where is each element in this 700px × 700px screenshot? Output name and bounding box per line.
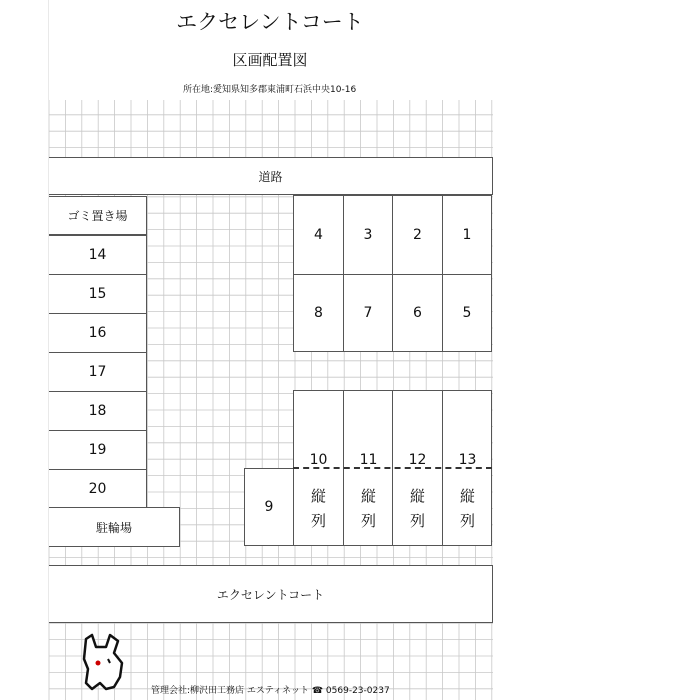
lot-number: 14 [88, 247, 107, 263]
lot-number: 9 [264, 499, 274, 515]
parking-lot-1 [442, 195, 492, 275]
lot-number: 8 [314, 305, 323, 321]
lot-number-12: 12 [408, 452, 427, 468]
parking-lot-7 [343, 274, 393, 352]
building-label: エクセレントコート [216, 587, 325, 602]
tandem-note: 縦 列 [459, 487, 475, 530]
parking-lot-2 [392, 195, 443, 275]
tandem-note: 縦 列 [360, 487, 376, 530]
tandem-note: 縦 列 [310, 487, 326, 530]
lot-number: 15 [88, 286, 107, 302]
parking-lot-8 [293, 274, 344, 352]
page-subtitle: 区画配置図 [232, 51, 308, 69]
lot-number: 2 [413, 227, 422, 243]
lot-number: 7 [363, 305, 373, 321]
page-title: エクセレントコート [176, 10, 364, 34]
lot-number-13: 13 [458, 452, 477, 468]
parking-lot-17 [49, 352, 147, 392]
parking-lot-6 [392, 274, 443, 352]
lot-number: 5 [462, 305, 472, 321]
building-area [49, 565, 493, 623]
parking-lot-4 [293, 195, 344, 275]
parking-lot-15 [49, 274, 147, 314]
road-label: 道路 [258, 169, 283, 184]
lot-number: 6 [413, 305, 422, 321]
lot-number: 4 [314, 227, 323, 243]
parking-lot-5 [442, 274, 492, 352]
parking-lot-14 [49, 235, 147, 275]
parking-lot-9 [244, 468, 294, 546]
parking-lot-3 [343, 195, 393, 275]
address-text: 所在地:愛知県知多郡東浦町石浜中央10-16 [183, 85, 357, 95]
parking-lot-18 [49, 391, 147, 431]
garbage-area [49, 196, 147, 235]
parking-lot-20 [49, 469, 147, 508]
road-area [49, 157, 493, 195]
lot-number-10: 10 [309, 452, 328, 468]
lot-number: 20 [88, 480, 107, 497]
lot-number: 18 [88, 403, 107, 419]
lot-number-11: 11 [359, 452, 378, 468]
lot-number: 3 [363, 227, 373, 243]
lot-number: 19 [88, 442, 107, 458]
lot-number: 16 [88, 325, 107, 341]
lot-number: 1 [462, 227, 472, 243]
garbage-label: ゴミ置き場 [67, 209, 128, 223]
parking-lot-19 [49, 430, 147, 470]
lot-number: 17 [88, 364, 107, 380]
bike-label: 駐輪場 [95, 520, 132, 535]
tandem-note: 縦 列 [409, 487, 425, 530]
parking-lot-16 [49, 313, 147, 353]
bicycle-parking [49, 507, 180, 547]
footer-text: 管理会社:柳沢田工務店 エスティネット ☎ 0569-23-0237 [151, 686, 390, 696]
dog-mascot-icon [80, 633, 128, 691]
